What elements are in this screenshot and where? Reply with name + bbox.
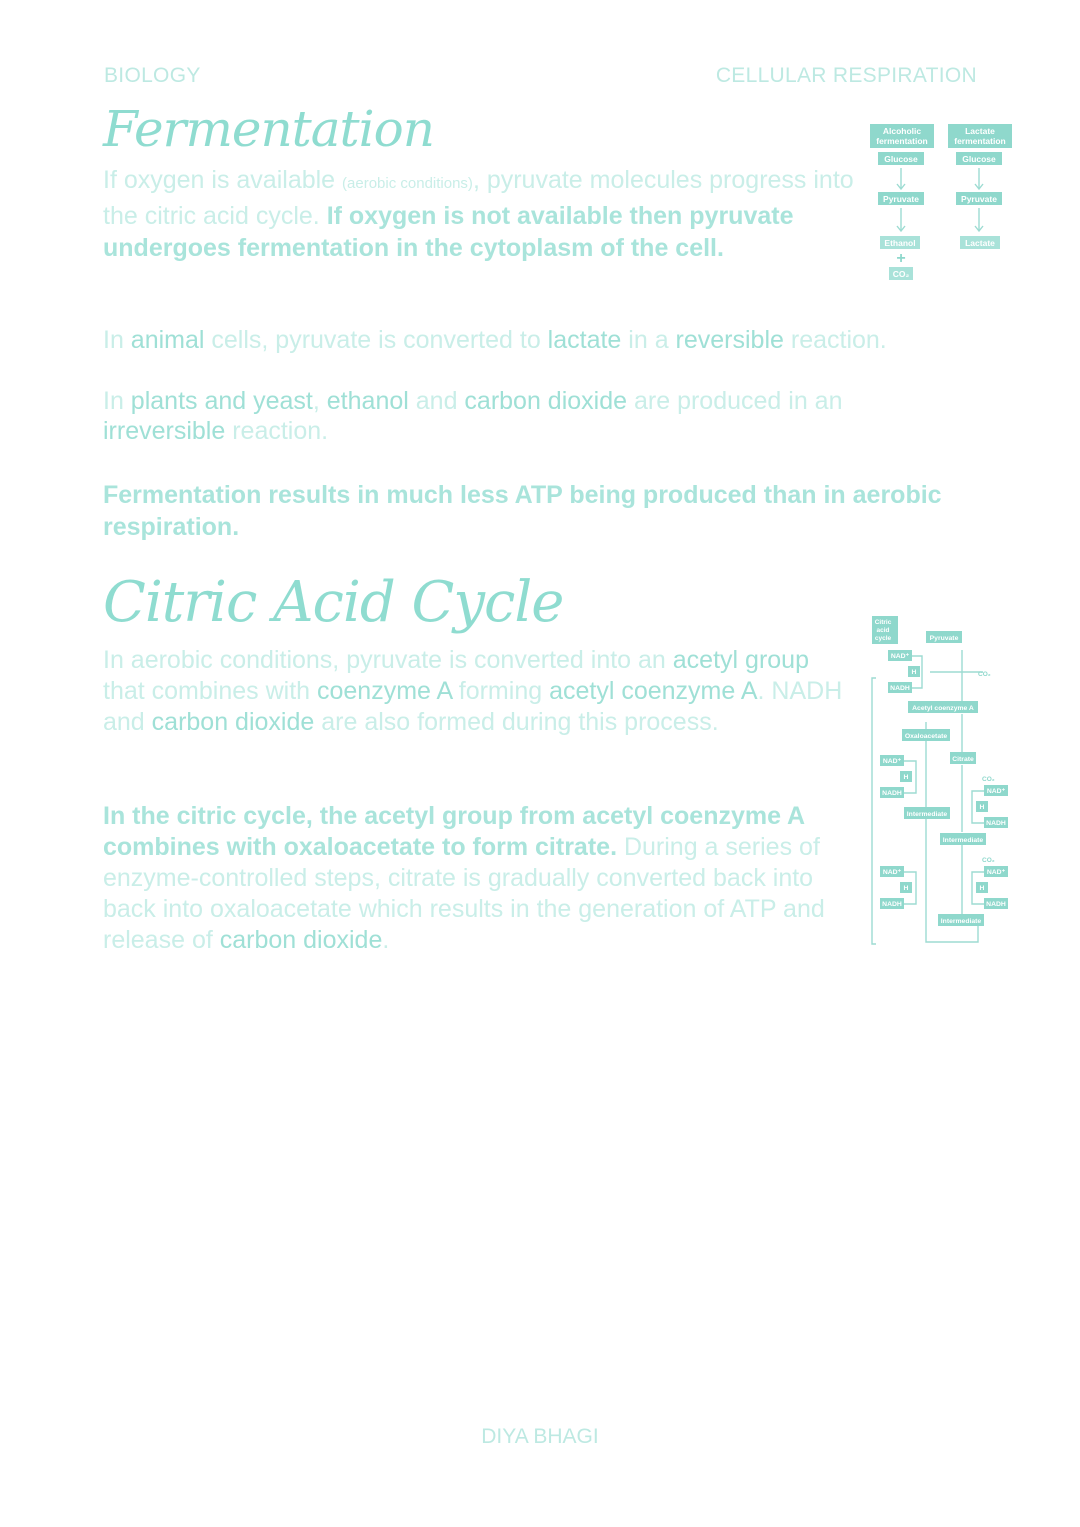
svg-text:CO₂: CO₂ <box>978 671 991 678</box>
svg-text:fermentation: fermentation <box>954 136 1006 146</box>
svg-text:CO₂: CO₂ <box>892 269 910 279</box>
citric-paragraph-cycle: In the citric cycle, the acetyl group from acetyl coenzyme A combines with oxaloacetate to form citrate. During a series of enzyme-controlled steps, citrate is gradually converted back into back into oxaloacetate which results in the generation of ATP and release of carbon dioxide. <box>103 802 825 954</box>
svg-text:NADH: NADH <box>890 685 910 692</box>
svg-text:Pyruvate: Pyruvate <box>929 635 959 642</box>
svg-text:NADH: NADH <box>882 790 902 797</box>
svg-text:CO₂: CO₂ <box>982 857 995 864</box>
svg-text:Glucose: Glucose <box>962 154 996 164</box>
fermentation-paragraph-atp: Fermentation results in much less ATP being produced than in aerobic respiration. <box>103 481 942 541</box>
fermentation-paragraph-animal: In animal cells, pyruvate is converted to lactate in a reversible reaction. <box>103 326 887 354</box>
svg-text:NADH: NADH <box>986 901 1006 908</box>
svg-text:Alcoholic: Alcoholic <box>882 126 922 136</box>
fermentation-diagram <box>868 122 1018 284</box>
svg-text:Citrate: Citrate <box>952 756 974 763</box>
topic-label: CELLULAR RESPIRATION <box>715 64 977 87</box>
svg-text:Lactate: Lactate <box>965 126 995 136</box>
svg-text:H: H <box>911 669 917 676</box>
subject-label: BIOLOGY <box>104 64 201 87</box>
svg-text:Intermediate: Intermediate <box>906 811 948 818</box>
author-footer: DIYA BHAGI <box>481 1425 599 1448</box>
svg-text:Acetyl coenzyme A: Acetyl coenzyme A <box>912 705 974 712</box>
svg-text:H: H <box>903 885 909 892</box>
svg-text:cycle: cycle <box>874 635 892 642</box>
svg-text:NADH: NADH <box>882 901 902 908</box>
svg-text:fermentation: fermentation <box>876 136 928 146</box>
svg-text:CO₂: CO₂ <box>982 776 995 783</box>
svg-text:NADH: NADH <box>986 820 1006 827</box>
svg-text:Lactate: Lactate <box>965 238 995 248</box>
svg-text:H: H <box>903 774 909 781</box>
citric-acid-cycle-title: Citric Acid Cycle <box>103 570 564 635</box>
svg-text:NAD⁺: NAD⁺ <box>986 869 1006 876</box>
svg-text:H: H <box>979 885 985 892</box>
citric-acid-cycle-diagram <box>868 614 1018 948</box>
svg-text:Ethanol: Ethanol <box>884 238 916 248</box>
fermentation-title: Fermentation <box>103 100 434 158</box>
svg-text:Glucose: Glucose <box>884 154 918 164</box>
svg-text:Intermediate: Intermediate <box>940 918 982 925</box>
svg-text:NAD⁺: NAD⁺ <box>986 788 1006 795</box>
svg-text:acid: acid <box>876 627 890 634</box>
svg-text:NAD⁺: NAD⁺ <box>882 869 902 876</box>
fermentation-paragraph-oxygen: If oxygen is available (aerobic conditions), pyruvate molecules progress into the citric acid cycle. If oxygen is not available then pyruvate undergoes fermentation in the cytoplasm of the cell. <box>103 166 854 262</box>
citric-paragraph-aerobic: In aerobic conditions, pyruvate is converted into an acetyl group that combines with coenzyme A forming acetyl coenzyme A. NADH and carbon dioxide are also formed during this process. <box>103 646 843 736</box>
svg-text:Pyruvate: Pyruvate <box>961 194 997 204</box>
svg-text:+: + <box>896 250 906 267</box>
svg-text:Pyruvate: Pyruvate <box>883 194 919 204</box>
svg-text:NAD⁺: NAD⁺ <box>882 758 902 765</box>
svg-text:Citric: Citric <box>874 619 892 626</box>
svg-text:Oxaloacetate: Oxaloacetate <box>904 733 948 740</box>
svg-text:NAD⁺: NAD⁺ <box>890 653 910 660</box>
fermentation-paragraph-plants: In plants and yeast, ethanol and carbon dioxide are produced in an irreversible reaction. <box>103 387 843 445</box>
svg-text:H: H <box>979 804 985 811</box>
svg-text:Intermediate: Intermediate <box>942 837 984 844</box>
